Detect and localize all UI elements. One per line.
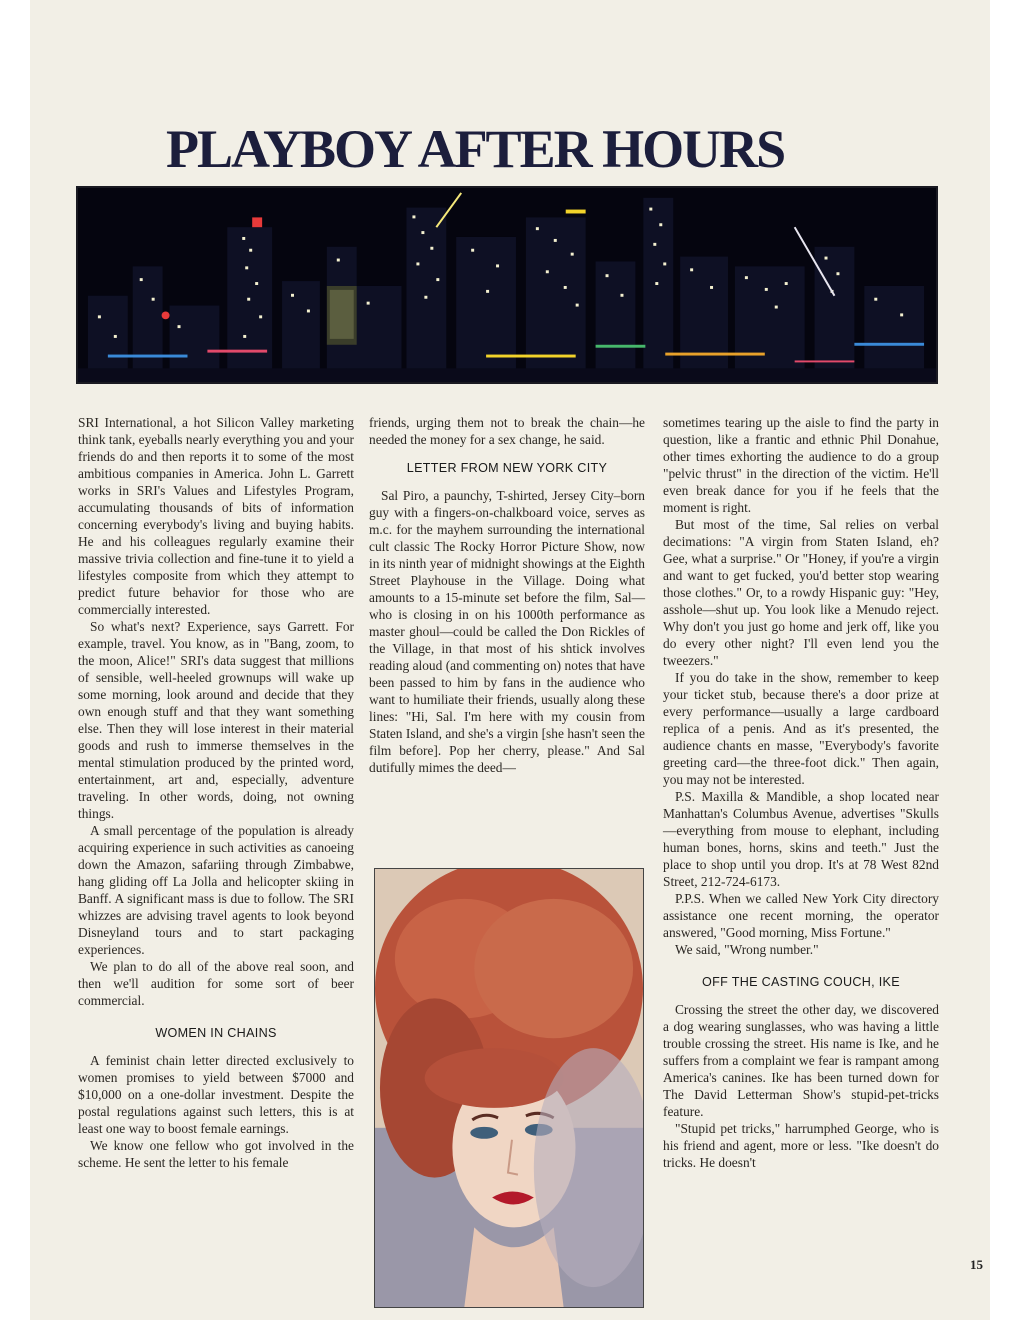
paragraph: Sal Piro, a paunchy, T-shirted, Jersey City–born guy with a fingers-on-chalkboard voice, serves as m.c. for the mayhem surrounding the international cult classic The Rocky Horror Picture Show, now in its ninth year of midnight showings at the Eighth Street Playhouse in the Village. Doing what amounts to a 15-minute set before the film, Sal—who is closing in on his 1000th performance as master ghoul—could be called the Don Rickles of the Village, in that most of his shtick involves reading aloud (and commenting on) notes that have been passed to him by fans in the audience who want to humiliate their friends, usually along these lines: "Hi, Sal. I'm here with my cousin from Staten Island, and she's a virgin [she hasn't seen the film before]. Pop her cherry, please." And Sal dutifully mimes the deed— bbox=[369, 488, 645, 775]
paragraph: P.P.S. When we called New York City directory assistance one recent morning, the operator answered, "Good morning, Miss Fortune." bbox=[663, 891, 939, 940]
paragraph: P.S. Maxilla & Mandible, a shop located near Manhattan's Columbus Avenue, advertises "Skulls—everything from mouse to elephant, including human bones, horns, skins and teeth." Just the place to shop until you drop. It's at 78 West 82nd Street, 212-724-6173. bbox=[663, 789, 939, 889]
column-3 bbox=[663, 414, 939, 1171]
section-heading: LETTER FROM NEW YORK CITY bbox=[406, 461, 608, 475]
paragraph: If you do take in the show, remember to keep your ticket stub, because there's a door prize at every performance—usually a large cardboard replica of a penis. And as it's presented, the audience chants en masse, "Everybody's favorite greeting card—the three-foot dick." Then again, you may not be interested. bbox=[663, 670, 939, 787]
section-heading: OFF THE CASTING COUCH, IKE bbox=[702, 975, 900, 989]
page-number: 15 bbox=[970, 1257, 983, 1272]
magazine-page bbox=[30, 0, 990, 1320]
section-heading: WOMEN IN CHAINS bbox=[155, 1026, 277, 1040]
paragraph: Crossing the street the other day, we discovered a dog wearing sunglasses, who was having a little trouble crossing the street. His name is Ike, and he suffers from a complaint we fear is rampant among America's canines. Ike has been turned down for The David Letterman Show's stupid-pet-tricks feature. bbox=[663, 1002, 939, 1119]
skyline-art bbox=[78, 188, 936, 382]
paragraph: We know one fellow who got involved in the scheme. He sent the letter to his female bbox=[78, 1138, 354, 1170]
page-title: PLAYBOY AFTER HOURS bbox=[166, 119, 785, 179]
paragraph: friends, urging them not to break the chain—he needed the money for a sex change, he said. bbox=[369, 415, 645, 447]
paragraph: "Stupid pet tricks," harrumphed George, who is his friend and agent, more or less. "Ike doesn't do tricks. He doesn't bbox=[663, 1121, 939, 1170]
portrait-art bbox=[375, 869, 643, 1307]
paragraph: We plan to do all of the above real soon, and then we'll audition for some sort of beer commercial. bbox=[78, 959, 354, 1008]
paragraph: But most of the time, Sal relies on verbal decimations: "A virgin from Staten Island, eh? Gee, what a surprise." Or "Honey, if you're a virgin and want to get fucked, you'd better stop wearing those clothes." Or, to a rowdy Hispanic guy: "Hey, asshole—shut up. You look like a Menudo reject. Why don't you just go home and jerk off, like you do every other night? I'll even lend you the tweezers." bbox=[663, 517, 939, 668]
paragraph: sometimes tearing up the aisle to find the party in question, like a frantic and ethnic Phil Donahue, other times exhorting the audience to do a group "pelvic thrust" in the direction of the victim. He'll even break dance for you if he feels that the moment is right. bbox=[663, 415, 939, 515]
paragraph: A feminist chain letter directed exclusively to women promises to yield between $7000 and $10,000 on a one-dollar investment. Despite the postal regulations against such letters, this is at least one way to boost female earnings. bbox=[78, 1053, 354, 1136]
paragraph: SRI International, a hot Silicon Valley marketing think tank, eyeballs nearly everything you and your friends do and then reports it to some of the most ambitious companies in America. John L. Garrett works in SRI's Values and Lifestyles Program, accumulating thousands of bits of information concerning everybody's living and buying habits. He and his colleagues regularly examine their massive trivia collection and fine-tune it to yield a lifestyles composite from which they attempt to predict future behavior for those who are commercially interested. bbox=[78, 415, 354, 617]
paragraph: So what's next? Experience, says Garrett. For example, travel. You know, as in "Bang, zoom, to the moon, Alice!" SRI's data suggest that millions of sensible, well-heeled grownups will wake up some morning, look around and decide that they own enough stuff and that they want something else. Then they will lose interest in their material goods and rush to immerse themselves in the mental stimulation produced by the printed word, entertainment, art and, especially, adventure traveling. In other words, doing, not owning things. bbox=[78, 619, 354, 821]
paragraph: A small percentage of the population is already acquiring experience in such activities as canoeing down the Amazon, safariing through Zimbabwe, hang gliding off La Jolla and helicopter skiing in Banff. A significant mass is due to follow. The SRI whizzes are advising travel agents to look beyond Disneyland tours and to start packaging experiences. bbox=[78, 823, 354, 957]
column-1 bbox=[78, 414, 354, 1171]
paragraph: We said, "Wrong number." bbox=[675, 942, 819, 957]
column-2 bbox=[369, 414, 645, 776]
city-skyline-illustration bbox=[76, 186, 938, 384]
woman-portrait-illustration bbox=[374, 868, 644, 1308]
